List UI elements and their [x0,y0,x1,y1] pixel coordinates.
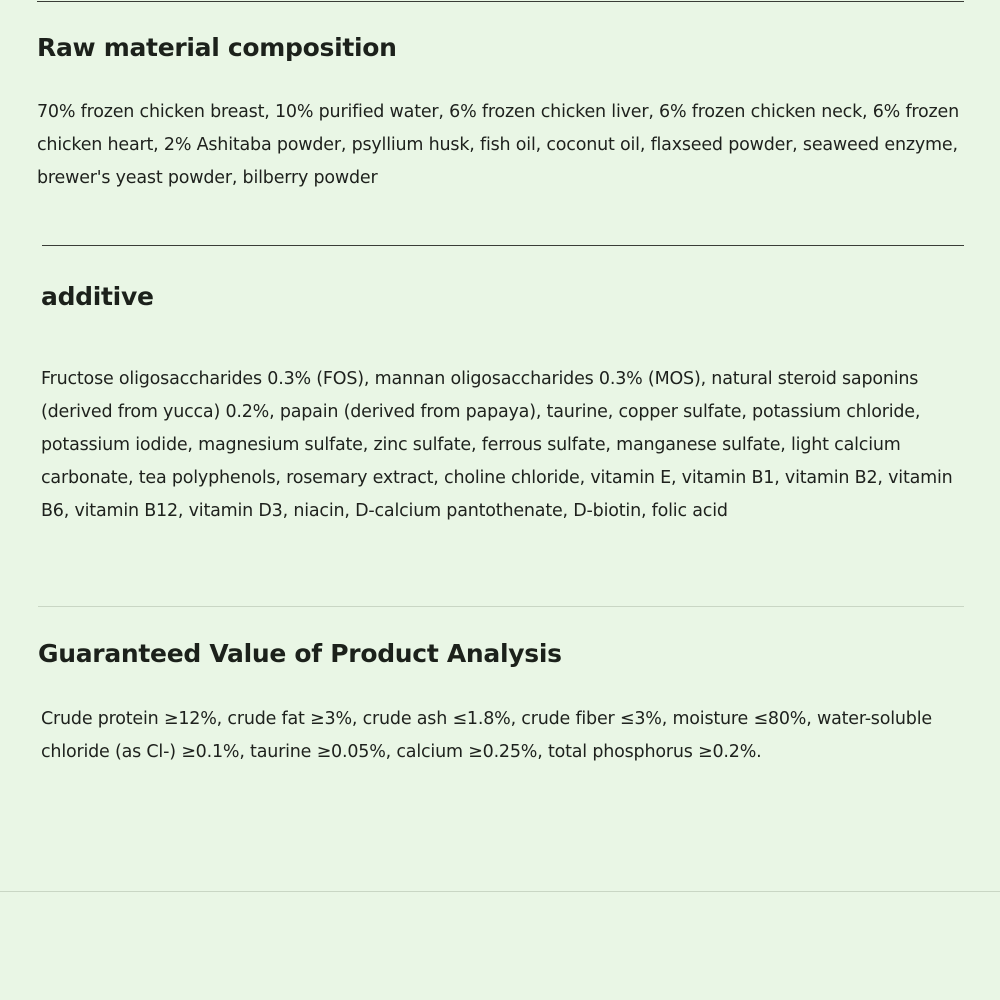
top-divider [37,1,964,2]
section-body-raw-material: 70% frozen chicken breast, 10% purified water, 6% frozen chicken liver, 6% frozen chicken neck, 6% frozen chicken heart, 2% Ashitaba powder, psyllium husk, fish oil, coconut oil, flaxseed powder, seaweed enzyme, brewer's yeast powder, bilberry powder [37,102,959,188]
bottom-divider [0,891,1000,892]
section-title-additive: additive [41,282,154,311]
section-divider-2 [38,606,964,607]
section-divider-1 [42,245,964,246]
section-body-additive: Fructose oligosaccharides 0.3% (FOS), mannan oligosaccharides 0.3% (MOS), natural steroid saponins (derived from yucca) 0.2%, papain (derived from papaya), taurine, copper sulfate, potassium chloride, potassium iodide, magnesium sulfate, zinc sulfate, ferrous sulfate, manganese sulfate, light calcium carbonate, tea polyphenols, rosemary extract, choline chloride, vitamin E, vitamin B1, vitamin B2, vitamin B6, vitamin B12, vitamin D3, niacin, D-calcium pantothenate, D-biotin, folic acid [41,369,953,521]
section-title-raw-material: Raw material composition [37,33,397,62]
section-title-guaranteed-analysis: Guaranteed Value of Product Analysis [38,639,562,668]
section-body-guaranteed-analysis: Crude protein ≥12%, crude fat ≥3%, crude ash ≤1.8%, crude fiber ≤3%, moisture ≤80%, water-soluble chloride (as Cl-) ≥0.1%, taurine ≥0.05%, calcium ≥0.25%, total phosphorus ≥0.2%. [41,709,932,762]
